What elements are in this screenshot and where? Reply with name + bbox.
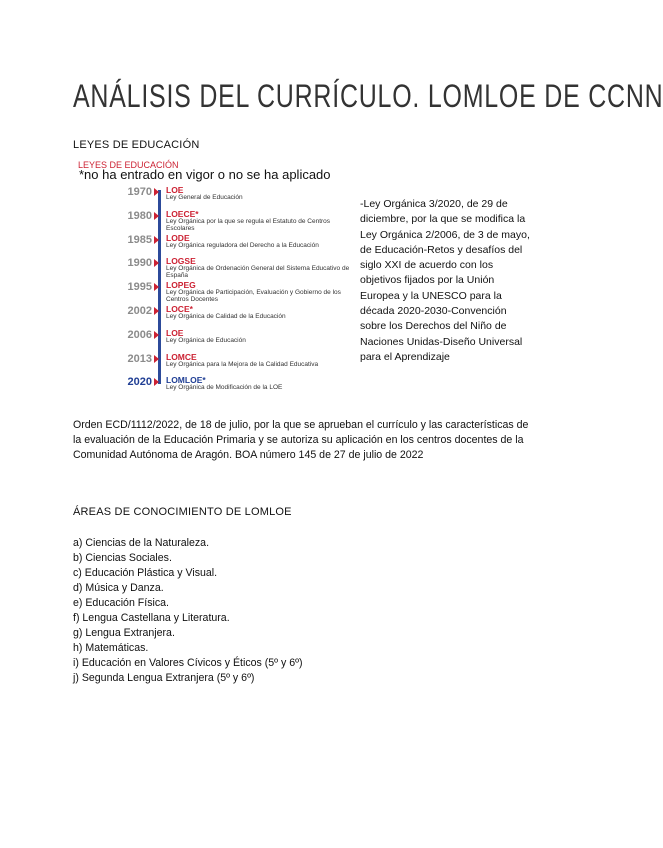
timeline-row: [76, 234, 348, 256]
timeline-year: 1990: [127, 257, 152, 270]
section-heading-laws: LEYES DE EDUCACIÓN: [73, 139, 200, 151]
timeline-law-description: Ley Orgánica de Modificación de la LOE: [166, 384, 283, 392]
timeline-row: [76, 376, 348, 398]
timeline-law-name: LOMLOE*: [166, 375, 206, 386]
timeline-row: [76, 257, 348, 279]
area-list-item: i) Educación en Valores Cívicos y Éticos (5º y 6º): [73, 657, 303, 669]
arrow-icon: [154, 331, 159, 339]
area-list-item: h) Matemáticas.: [73, 642, 149, 654]
timeline-year: 1970: [127, 186, 152, 198]
arrow-icon: [154, 188, 159, 196]
lomloe-description: -Ley Orgánica 3/2020, de 29 de diciembre, por la que se modifica la Ley Orgánica 2/2006, de 3 de mayo, de Educación-Retos y desafíos del siglo XXI de acuerdo con los objetivos fijados por la Unión Europea y la UNESCO para la década 2020-2030-Convención sobre los Derechos del Niño de Naciones Unidas-Diseño Universal para el Aprendizaje: [360, 198, 530, 363]
timeline-strike-text: LEYES DE EDUCACIÓN: [78, 160, 179, 170]
area-list-item: b) Ciencias Sociales.: [73, 552, 172, 564]
timeline-law-description: Ley Orgánica de Educación: [166, 336, 246, 344]
timeline-law-description: Ley Orgánica de Participación, Evaluación y Gobierno de los Centros Docentes: [166, 289, 341, 304]
timeline-law-description: Ley Orgánica de Ordenación General del Sistema Educativo de España: [166, 265, 350, 280]
area-list-item: e) Educación Física.: [73, 597, 169, 609]
timeline-year: 2002: [127, 305, 152, 317]
timeline-year: 1980: [127, 209, 152, 222]
area-list-item: g) Lengua Extranjera.: [73, 627, 175, 639]
timeline-law-name: LOPEG: [166, 280, 196, 291]
arrow-icon: [154, 259, 159, 267]
timeline-row: [76, 353, 348, 375]
arrow-icon: [154, 378, 159, 386]
orden-ecd-paragraph: Orden ECD/1112/2022, de 18 de julio, por la que se aprueban el currículo y las características de la evaluación de la Educación Primaria y se autoriza su aplicación en los centros docentes de la Comunidad Autónoma de Aragón. BOA número 145 de 27 de julio de 2022: [73, 419, 529, 462]
timeline-law-name: LOMCE: [166, 351, 197, 362]
area-list-item: a) Ciencias de la Naturaleza.: [73, 537, 210, 549]
timeline-year: 2006: [127, 328, 152, 341]
areas-list: [73, 536, 303, 686]
timeline-law-description: Ley Orgánica por la que se regula el Estatuto de Centros Escolares: [166, 217, 331, 232]
timeline-law-description: Ley Orgánica reguladora del Derecho a la Educación: [166, 241, 319, 249]
arrow-icon: [154, 236, 159, 244]
timeline-row: [76, 186, 348, 208]
timeline-year: 1985: [127, 233, 152, 246]
arrow-icon: [154, 355, 159, 363]
arrow-icon: [154, 283, 159, 291]
timeline-year: 2013: [127, 352, 152, 365]
area-list-item: c) Educación Plástica y Visual.: [73, 567, 218, 579]
section-heading-areas: ÁREAS DE CONOCIMIENTO DE LOMLOE: [73, 506, 292, 518]
area-list-item: f) Lengua Castellana y Literatura.: [73, 612, 230, 624]
timeline-law-name: LOE: [166, 327, 184, 338]
timeline-year: 2020: [127, 376, 152, 389]
timeline-row: [76, 210, 348, 232]
arrow-icon: [154, 307, 159, 315]
arrow-icon: [154, 212, 159, 220]
timeline-law-name: LOGSE: [166, 256, 196, 267]
timeline-law-name: LOECE*: [166, 208, 199, 219]
area-list-item: d) Música y Danza.: [73, 582, 164, 594]
timeline-law-name: LODE: [166, 232, 190, 243]
laws-timeline-image: [76, 160, 350, 392]
timeline-row: [76, 329, 348, 351]
timeline-law-description: Ley Orgánica para la Mejora de la Calidad Educativa: [166, 360, 319, 368]
timeline-year: 1995: [127, 281, 152, 294]
timeline-row: [76, 305, 348, 327]
timeline-law-name: LOE: [166, 185, 184, 195]
timeline-law-name: LOCE*: [166, 304, 193, 314]
area-list-item: j) Segunda Lengua Extranjera (5º y 6º): [73, 672, 255, 684]
page-title: ANÁLISIS DEL CURRÍCULO. LOMLOE DE CCNN: [73, 78, 663, 114]
timeline-law-description: Ley General de Educación: [166, 194, 243, 201]
timeline-note: *no ha entrado en vigor o no se ha aplicado: [79, 167, 331, 182]
timeline-row: [76, 281, 348, 303]
timeline-law-description: Ley Orgánica de Calidad de la Educación: [166, 313, 286, 320]
